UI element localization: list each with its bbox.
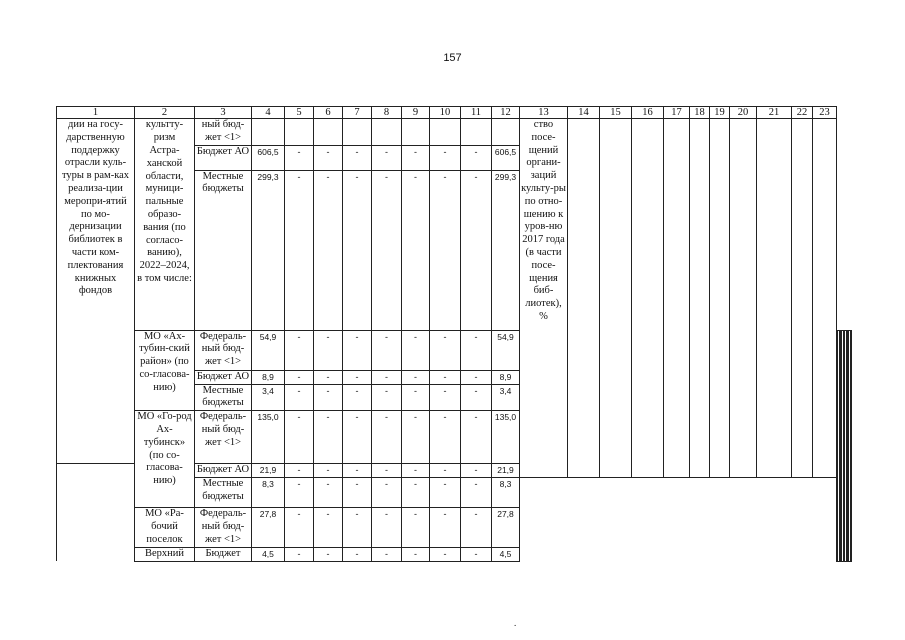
column-header: 18 bbox=[690, 107, 710, 119]
column-header: 12 bbox=[492, 107, 520, 119]
value-cell bbox=[314, 119, 343, 146]
value-cell bbox=[285, 119, 314, 146]
year-value: - bbox=[343, 384, 372, 411]
year-value: - bbox=[402, 411, 430, 464]
year-value: - bbox=[402, 384, 430, 411]
year-value: - bbox=[430, 145, 461, 170]
year-value: - bbox=[343, 411, 372, 464]
year-value: - bbox=[285, 384, 314, 411]
year-value: - bbox=[402, 547, 430, 561]
year-value: - bbox=[314, 145, 343, 170]
year-value: - bbox=[372, 170, 402, 330]
indicator-value bbox=[690, 119, 710, 478]
year-value: - bbox=[461, 477, 492, 507]
total-value: 4,5 bbox=[252, 547, 285, 561]
year-value: - bbox=[285, 507, 314, 547]
column-header: 7 bbox=[343, 107, 372, 119]
indicator-value bbox=[730, 119, 757, 478]
year-value: - bbox=[372, 411, 402, 464]
budget-source: ный бюд-жет <1> bbox=[195, 119, 252, 146]
year-value: - bbox=[372, 507, 402, 547]
budget-source: Местные бюджеты bbox=[195, 384, 252, 411]
column-header: 17 bbox=[664, 107, 690, 119]
total-value: 3,4 bbox=[252, 384, 285, 411]
budget-table bbox=[56, 106, 852, 562]
year-value: - bbox=[402, 477, 430, 507]
value-cell bbox=[461, 119, 492, 146]
indicator-value bbox=[792, 119, 813, 478]
year-value: - bbox=[314, 507, 343, 547]
table-row bbox=[57, 507, 852, 547]
event-description: дии на госу-дарственную поддержку отрасли куль-туры в рам-ках реализа-ции меропри-ятий по мо-дернизации библиотек в части ком-плектования книжных фондов bbox=[57, 119, 135, 464]
sum-value: 299,3 bbox=[492, 170, 520, 330]
year-value: - bbox=[285, 411, 314, 464]
year-value: - bbox=[402, 330, 430, 370]
year-value: - bbox=[285, 477, 314, 507]
column-header: 9 bbox=[402, 107, 430, 119]
year-value: - bbox=[461, 145, 492, 170]
year-value: - bbox=[314, 370, 343, 384]
total-value: 21,9 bbox=[252, 463, 285, 477]
column-header: 15 bbox=[600, 107, 632, 119]
indicator-name: ство посе-щений органи-заций культу-ры по отно-шению к уров-ню 2017 года (в части посе-щения биб-лиотек), % bbox=[520, 119, 568, 478]
column-header: 14 bbox=[568, 107, 600, 119]
year-value: - bbox=[461, 330, 492, 370]
footer-mark: . bbox=[514, 618, 517, 628]
year-value: - bbox=[372, 384, 402, 411]
sum-value: 4,5 bbox=[492, 547, 520, 561]
year-value: - bbox=[430, 370, 461, 384]
indicator-value bbox=[664, 119, 690, 478]
year-value: - bbox=[343, 370, 372, 384]
event-description-cont bbox=[57, 477, 135, 507]
column-header: 5 bbox=[285, 107, 314, 119]
column-header: 16 bbox=[632, 107, 664, 119]
indicator-value bbox=[757, 119, 792, 478]
sum-value: 54,9 bbox=[492, 330, 520, 370]
column-header: 20 bbox=[730, 107, 757, 119]
value-cell bbox=[372, 119, 402, 146]
executor-cell: культту-ризм bbox=[135, 119, 195, 146]
column-header: 4 bbox=[252, 107, 285, 119]
indicator-value bbox=[850, 330, 851, 561]
year-value: - bbox=[285, 463, 314, 477]
event-description-cont bbox=[57, 547, 135, 561]
year-value: - bbox=[430, 330, 461, 370]
year-value: - bbox=[314, 411, 343, 464]
event-description-cont bbox=[57, 507, 135, 547]
budget-source: Местные бюджеты bbox=[195, 170, 252, 330]
budget-source: Местные бюджеты bbox=[195, 477, 252, 507]
sum-value: 21,9 bbox=[492, 463, 520, 477]
column-header: 21 bbox=[757, 107, 792, 119]
column-header: 22 bbox=[792, 107, 813, 119]
year-value: - bbox=[461, 463, 492, 477]
year-value: - bbox=[461, 384, 492, 411]
year-value: - bbox=[343, 507, 372, 547]
column-header: 6 bbox=[314, 107, 343, 119]
year-value: - bbox=[430, 547, 461, 561]
total-value: 8,9 bbox=[252, 370, 285, 384]
year-value: - bbox=[372, 463, 402, 477]
value-cell bbox=[402, 119, 430, 146]
total-value: 54,9 bbox=[252, 330, 285, 370]
year-value: - bbox=[372, 477, 402, 507]
year-value: - bbox=[372, 547, 402, 561]
year-value: - bbox=[372, 370, 402, 384]
year-value: - bbox=[402, 507, 430, 547]
header-row bbox=[57, 107, 852, 119]
year-value: - bbox=[402, 370, 430, 384]
value-cell bbox=[252, 119, 285, 146]
municipality-cell: МО «Го-род Ах-тубинск» (по со-гласова-нию) bbox=[135, 411, 195, 508]
indicator-value bbox=[600, 119, 632, 478]
year-value: - bbox=[314, 330, 343, 370]
year-value: - bbox=[314, 477, 343, 507]
sum-value: 8,3 bbox=[492, 477, 520, 507]
indicator-value bbox=[813, 119, 837, 478]
indicator-value bbox=[568, 119, 600, 478]
column-header: 23 bbox=[813, 107, 837, 119]
year-value: - bbox=[402, 145, 430, 170]
year-value: - bbox=[430, 384, 461, 411]
column-header: 19 bbox=[710, 107, 730, 119]
municipality-cell: МО «Ра-бочий поселок bbox=[135, 507, 195, 547]
sum-value: 3,4 bbox=[492, 384, 520, 411]
column-header: 8 bbox=[372, 107, 402, 119]
sum-value: 606,5 bbox=[492, 145, 520, 170]
year-value: - bbox=[461, 547, 492, 561]
sum-value: 8,9 bbox=[492, 370, 520, 384]
year-value: - bbox=[402, 463, 430, 477]
year-value: - bbox=[461, 507, 492, 547]
column-header: 1 bbox=[57, 107, 135, 119]
column-header: 10 bbox=[430, 107, 461, 119]
value-cell bbox=[430, 119, 461, 146]
year-value: - bbox=[402, 170, 430, 330]
budget-source: Федераль-ный бюд-жет <1> bbox=[195, 411, 252, 464]
year-value: - bbox=[285, 145, 314, 170]
indicator-value bbox=[710, 119, 730, 478]
value-cell bbox=[343, 119, 372, 146]
indicator-value bbox=[632, 119, 664, 478]
year-value: - bbox=[430, 507, 461, 547]
total-value: 27,8 bbox=[252, 507, 285, 547]
year-value: - bbox=[430, 463, 461, 477]
sum-value: 27,8 bbox=[492, 507, 520, 547]
municipality-cell: МО «Ах-тубин-ский район» (по со-гласова-нию) bbox=[135, 330, 195, 411]
total-value: 299,3 bbox=[252, 170, 285, 330]
budget-source: Федераль-ный бюд-жет <1> bbox=[195, 330, 252, 370]
budget-source: Бюджет bbox=[195, 547, 252, 561]
year-value: - bbox=[461, 170, 492, 330]
budget-source: Бюджет АО bbox=[195, 370, 252, 384]
year-value: - bbox=[314, 547, 343, 561]
municipality-cell: Верхний bbox=[135, 547, 195, 561]
year-value: - bbox=[343, 170, 372, 330]
budget-source: Бюджет АО bbox=[195, 463, 252, 477]
executor-cell: Астра-ханской области, муници-пальные образо-вания (по согласо-ванию), 2022–2024, в том числе: bbox=[135, 145, 195, 330]
year-value: - bbox=[314, 463, 343, 477]
column-header: 3 bbox=[195, 107, 252, 119]
column-header: 11 bbox=[461, 107, 492, 119]
year-value: - bbox=[430, 477, 461, 507]
year-value: - bbox=[343, 477, 372, 507]
year-value: - bbox=[461, 370, 492, 384]
year-value: - bbox=[372, 145, 402, 170]
total-value: 606,5 bbox=[252, 145, 285, 170]
budget-source: Федераль-ный бюд-жет <1> bbox=[195, 507, 252, 547]
page-number: 157 bbox=[443, 52, 462, 64]
year-value: - bbox=[372, 330, 402, 370]
column-header: 13 bbox=[520, 107, 568, 119]
event-description-cont bbox=[57, 463, 135, 477]
year-value: - bbox=[461, 411, 492, 464]
total-value: 8,3 bbox=[252, 477, 285, 507]
value-cell bbox=[492, 119, 520, 146]
year-value: - bbox=[343, 547, 372, 561]
table-row bbox=[57, 119, 852, 146]
year-value: - bbox=[285, 370, 314, 384]
year-value: - bbox=[314, 170, 343, 330]
column-header: 2 bbox=[135, 107, 195, 119]
year-value: - bbox=[343, 145, 372, 170]
year-value: - bbox=[285, 547, 314, 561]
year-value: - bbox=[430, 170, 461, 330]
total-value: 135,0 bbox=[252, 411, 285, 464]
year-value: - bbox=[430, 411, 461, 464]
year-value: - bbox=[285, 330, 314, 370]
table-row bbox=[57, 547, 852, 561]
budget-source: Бюджет АО bbox=[195, 145, 252, 170]
year-value: - bbox=[314, 384, 343, 411]
year-value: - bbox=[343, 330, 372, 370]
year-value: - bbox=[343, 463, 372, 477]
sum-value: 135,0 bbox=[492, 411, 520, 464]
year-value: - bbox=[285, 170, 314, 330]
